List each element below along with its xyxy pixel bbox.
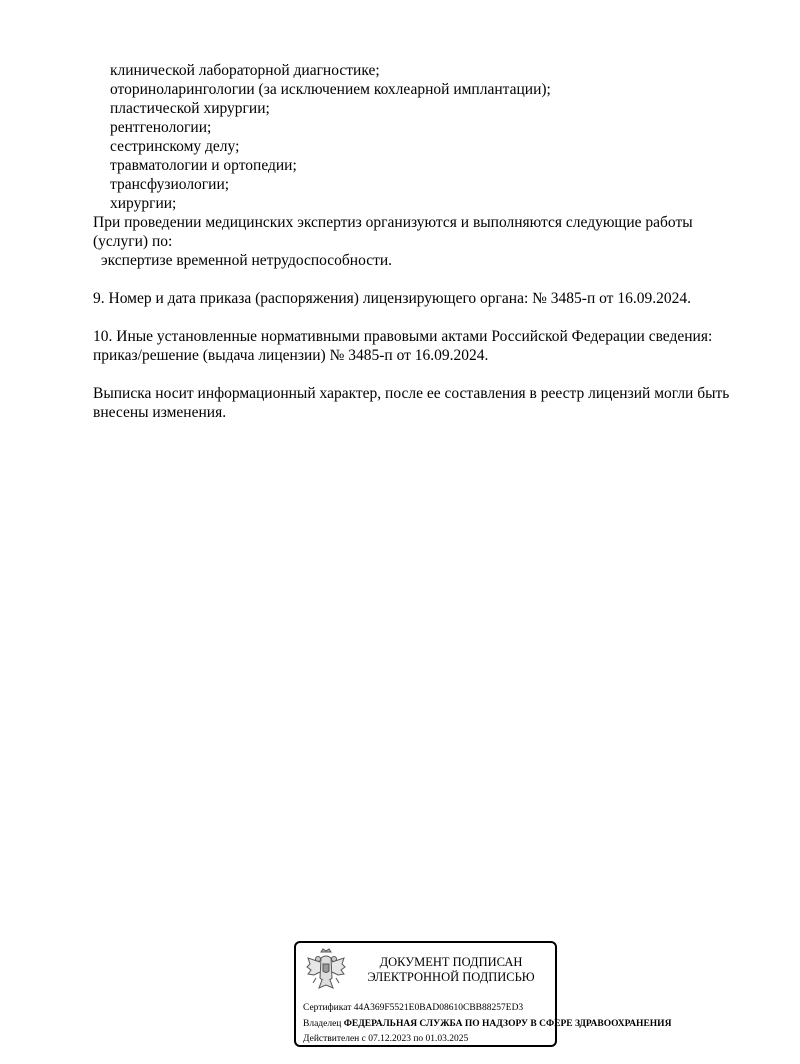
electronic-signature-stamp <box>294 941 672 1047</box>
activity-item: травматологии и ортопедии; <box>110 157 297 174</box>
section-10-other-info: 10. Иные установленные нормативными правовыми актами Российской Федерации сведения: <box>93 328 713 345</box>
activity-item: оториноларингологии (за исключением кохлеарной имплантации); <box>110 81 551 98</box>
certificate-label: Сертификат <box>303 1003 352 1013</box>
stamp-title: ДОКУМЕНТ ПОДПИСАН <box>379 955 523 969</box>
certificate-value: 44A369F5521E0BAD08610CBB88257ED3 <box>353 1003 524 1013</box>
certificate-line <box>303 1002 523 1014</box>
expertise-heading-cont: (услуги) по: <box>93 233 173 250</box>
stamp-subtitle: ЭЛЕКТРОННОЙ ПОДПИСЬЮ <box>367 970 535 984</box>
activity-item: пластической хирургии; <box>110 100 270 117</box>
owner-label: Владелец <box>303 1019 342 1029</box>
section-10-other-info-cont: приказ/решение (выдача лицензии) № 3485-п от 16.09.2024. <box>93 347 489 364</box>
activity-item: трансфузиологии; <box>110 176 230 193</box>
owner-value: ФЕДЕРАЛЬНАЯ СЛУЖБА ПО НАДЗОРУ В СФЕРЕ ЗДРАВООХРАНЕНИЯ <box>343 1019 672 1029</box>
activity-item: клинической лабораторной диагностике; <box>110 62 380 79</box>
expertise-item: экспертизе временной нетрудоспособности. <box>101 252 393 269</box>
section-9-order: 9. Номер и дата приказа (распоряжения) лицензирующего органа: № 3485-п от 16.09.2024. <box>93 290 691 307</box>
owner-line <box>303 1018 671 1030</box>
validity-line: Действителен с 07.12.2023 по 01.03.2025 <box>303 1034 469 1044</box>
disclaimer-note-cont: внесены изменения. <box>93 404 227 421</box>
disclaimer-note: Выписка носит информационный характер, после ее составления в реестр лицензий могли быть <box>93 385 730 402</box>
activity-item: сестринскому делу; <box>110 138 240 155</box>
activity-item: рентгенологии; <box>110 119 212 136</box>
coat-of-arms-icon <box>304 948 348 994</box>
expertise-heading: При проведении медицинских экспертиз организуются и выполняются следующие работы <box>93 214 693 231</box>
activity-item: хирургии; <box>110 195 177 212</box>
